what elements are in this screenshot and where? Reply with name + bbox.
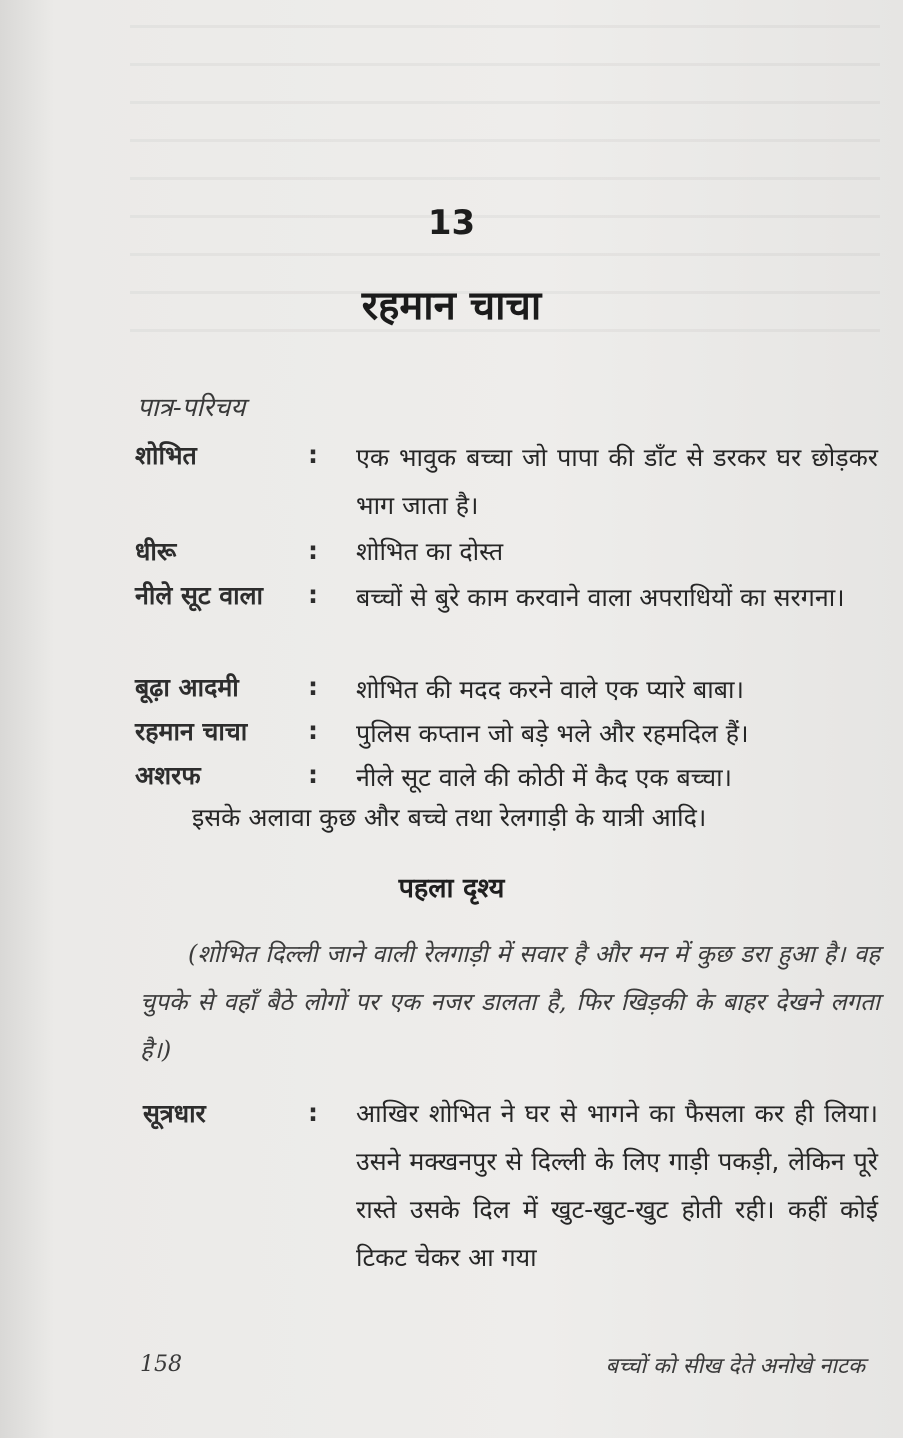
cast-colon: : bbox=[308, 580, 318, 609]
page-number: 158 bbox=[140, 1352, 182, 1377]
speaker-name: सूत्रधार bbox=[143, 1099, 206, 1128]
stage-direction: (शोभित दिल्ली जाने वाली रेलगाड़ी में सवार है और मन में कुछ डरा हुआ है। वह चुपके से वहाँ बैठे लोगों पर एक नजर डालता है, फिर खिड़की के बाहर देखने लगता है।) bbox=[140, 940, 880, 1064]
cast-colon: : bbox=[308, 440, 318, 469]
cast-colon: : bbox=[308, 760, 318, 789]
cast-desc: शोभित की मदद करने वाले एक प्यारे बाबा। bbox=[356, 675, 744, 704]
cast-name: शोभित bbox=[135, 441, 197, 470]
cast-desc: बच्चों से बुरे काम करवाने वाला अपराधियों का सरगना। bbox=[356, 583, 845, 612]
cast-colon: : bbox=[308, 536, 318, 565]
chapter-title: रहमान चाचा bbox=[361, 283, 542, 329]
cast-colon: : bbox=[308, 716, 318, 745]
cast-name: बूढ़ा आदमी bbox=[135, 673, 239, 702]
cast-name: नीले सूट वाला bbox=[135, 581, 264, 610]
other-characters: इसके अलावा कुछ और बच्चे तथा रेलगाड़ी के यात्री आदि। bbox=[192, 803, 707, 832]
cast-name: अशरफ bbox=[135, 761, 201, 790]
scene-heading: पहला दृश्य bbox=[398, 873, 505, 904]
cast-desc: नीले सूट वाले की कोठी में कैद एक बच्चा। bbox=[356, 763, 733, 792]
cast-colon: : bbox=[308, 672, 318, 701]
cast-name: रहमान चाचा bbox=[135, 717, 248, 746]
dialogue-text: आखिर शोभित ने घर से भागने का फैसला कर ही लिया। उसने मक्खनपुर से दिल्ली के लिए गाड़ी पकड़ी, लेकिन पूरे रास्ते उसके दिल में खुट-खुट-खुट होती रही। कहीं कोई टिकट चेकर आ गया bbox=[356, 1099, 878, 1272]
cast-heading: पात्र-परिचय bbox=[137, 393, 246, 423]
running-title: बच्चों को सीख देते अनोखे नाटक bbox=[605, 1354, 865, 1379]
chapter-number: 13 bbox=[427, 203, 476, 243]
cast-name: धीरू bbox=[135, 537, 177, 566]
cast-desc: पुलिस कप्तान जो बड़े भले और रहमदिल हैं। bbox=[356, 719, 749, 748]
speaker-colon: : bbox=[308, 1098, 318, 1127]
cast-desc: शोभित का दोस्त bbox=[356, 537, 504, 566]
cast-desc: एक भावुक बच्चा जो पापा की डाँट से डरकर घर छोड़कर भाग जाता है। bbox=[356, 443, 878, 520]
